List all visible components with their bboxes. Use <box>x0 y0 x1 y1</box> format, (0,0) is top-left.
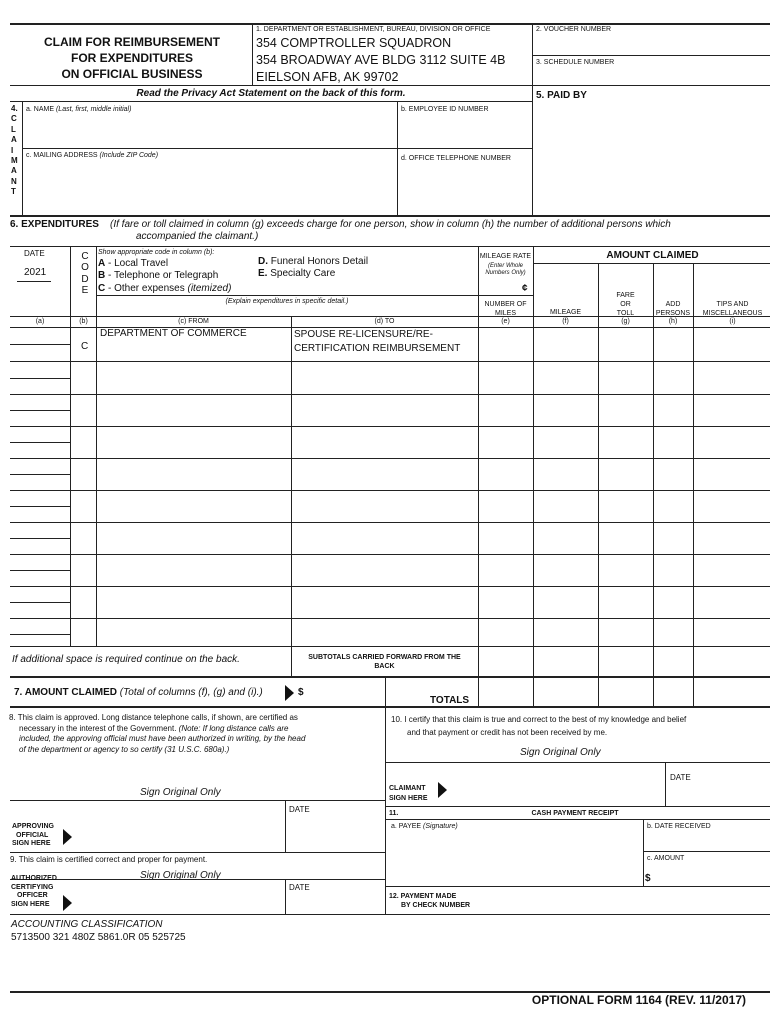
table-row-line <box>10 646 770 647</box>
code-text: - Local Travel <box>105 258 169 269</box>
employee-id-label: b. EMPLOYEE ID NUMBER <box>401 106 489 113</box>
code-key: D. <box>258 256 268 267</box>
mailing-address-label-text: c. MAILING ADDRESS <box>26 152 98 159</box>
approving-date-label: DATE <box>289 805 310 814</box>
divider <box>10 246 770 247</box>
divider <box>385 806 770 807</box>
code-key: E. <box>258 268 268 280</box>
certifying-date-field[interactable] <box>289 893 381 913</box>
code-text: Funeral Honors Detail <box>268 256 369 267</box>
col-d-letter: (d) TO <box>374 318 395 325</box>
approving-sign-original: Sign Original Only <box>140 787 221 798</box>
subtotals-line: BACK <box>374 663 395 670</box>
subtotals-label <box>291 653 478 671</box>
form-title-line-1: CLAIM FOR REIMBURSEMENT <box>44 35 220 49</box>
table-row-line <box>10 506 70 507</box>
mailing-address-field[interactable] <box>26 162 391 212</box>
mileage-rate-label: MILEAGE RATE <box>479 253 532 260</box>
table-row-line <box>10 344 70 345</box>
table-row-line <box>10 602 70 603</box>
col-h-letter: (h) <box>668 318 678 325</box>
divider <box>10 101 532 102</box>
divider <box>291 316 292 646</box>
table-row-line <box>10 474 70 475</box>
divider <box>385 819 770 820</box>
arrow-right-icon <box>63 829 72 845</box>
divider <box>285 879 286 914</box>
table-row-line <box>10 586 770 587</box>
table-row-line <box>10 618 770 619</box>
col-i-letter: (i) <box>729 318 736 325</box>
table-row-line <box>10 554 770 555</box>
expenditures-note-line-2: accompanied the claimant.) <box>136 231 259 242</box>
department-address-field[interactable] <box>256 35 505 86</box>
claimant-cert-line: and that payment or credit has not been received by me. <box>407 727 608 737</box>
table-row-line <box>10 442 70 443</box>
certifying-line: OFFICER <box>17 892 48 899</box>
form-title <box>12 34 252 82</box>
explain-note: (Explain expenditures in specific detail.) <box>225 298 349 305</box>
mailing-address-hint: (Include ZIP Code) <box>99 152 159 159</box>
col-e-letter: (e) <box>501 318 510 325</box>
form-title-line-3: ON OFFICIAL BUSINESS <box>61 67 203 81</box>
cash-receipt-num: 11. <box>389 810 399 817</box>
approval-line: included, the approving official must have been authorized in writing, by the head <box>19 734 306 743</box>
divider <box>10 316 770 317</box>
date-received-label: b. DATE RECEIVED <box>647 823 711 830</box>
certifying-date-label: DATE <box>289 883 310 892</box>
claimant-letter: L <box>11 124 16 134</box>
arrow-right-icon <box>438 782 447 798</box>
approving-line: SIGN HERE <box>12 840 51 847</box>
certifying-signature-field[interactable] <box>80 885 280 913</box>
amount-dollar-sign: $ <box>298 687 304 698</box>
row-1-to-line-2: CERTIFICATION REIMBURSEMENT <box>294 343 461 354</box>
divider <box>532 85 533 215</box>
divider <box>10 914 770 915</box>
subtotals-line: SUBTOTALS CARRIED FORWARD FROM THE <box>308 654 461 661</box>
approval-statement <box>9 713 381 755</box>
divider <box>693 263 694 706</box>
cash-receipt-title: CASH PAYMENT RECEIPT <box>531 810 619 817</box>
fare-header-line: OR <box>620 301 631 308</box>
payment-check-line: BY CHECK NUMBER <box>401 902 471 909</box>
code-text: Specialty Care <box>267 268 336 280</box>
table-row-line <box>10 634 70 635</box>
divider <box>533 246 534 706</box>
code-key: A <box>98 258 106 269</box>
year-underline <box>17 281 51 282</box>
amount-claimed-hint: (Total of columns (f), (g) and (i).) <box>119 687 263 698</box>
claimant-sign-line: SIGN HERE <box>389 795 428 802</box>
divider <box>385 676 386 706</box>
code-item-b <box>98 270 231 282</box>
name-field[interactable] <box>26 116 391 144</box>
accounting-classification-value[interactable]: 5713500 321 480Z 5861.0R 05 525725 <box>11 932 186 943</box>
code-text: - Other expenses <box>105 282 188 294</box>
code-itemized: (itemized) <box>187 282 232 294</box>
divider <box>532 55 770 56</box>
claimant-sign-original: Sign Original Only <box>520 747 601 758</box>
certification-statement: 9. This claim is certified correct and proper for payment. <box>10 855 208 864</box>
col-f-letter: (f) <box>562 318 569 325</box>
approving-date-field[interactable] <box>289 815 381 849</box>
amount-label: c. AMOUNT <box>647 855 685 862</box>
totals-label: TOTALS <box>430 695 470 706</box>
code-hint: Show appropriate code in column (b): <box>98 249 215 256</box>
table-row-line <box>10 522 770 523</box>
fare-header-line: TOLL <box>616 310 635 317</box>
divider <box>10 706 770 708</box>
claimant-letter: A <box>11 166 17 176</box>
payee-signature-field[interactable] <box>391 833 639 883</box>
form-title-line-2: FOR EXPENDITURES <box>70 51 193 65</box>
table-row-line <box>10 490 770 491</box>
claimant-letter: N <box>11 176 17 186</box>
code-list-left <box>98 258 231 295</box>
arrow-right-icon <box>285 685 294 701</box>
divider <box>478 295 533 296</box>
table-row-line <box>10 394 770 395</box>
payment-check-label <box>389 892 470 910</box>
claimant-certification <box>391 714 769 739</box>
table-row-line <box>10 361 770 362</box>
divider <box>653 263 654 706</box>
approval-line: necessary in the interest of the Government. <box>19 723 177 733</box>
paid-by-field[interactable] <box>536 105 766 210</box>
col-c-letter: (c) FROM <box>178 318 209 325</box>
code-item-c <box>98 283 231 295</box>
miles-header-line: NUMBER OF <box>484 301 527 308</box>
table-row-line <box>10 410 70 411</box>
claimant-vertical-label <box>11 104 21 198</box>
approving-official-label <box>12 823 54 849</box>
claimant-date-label: DATE <box>670 773 691 782</box>
divider <box>10 85 770 86</box>
expenditures-note <box>110 219 770 243</box>
date-received-field[interactable] <box>647 833 768 849</box>
fare-toll-header <box>598 291 653 318</box>
cent-symbol: ¢ <box>522 283 528 294</box>
claimant-sign-line: CLAIMANT <box>389 785 426 792</box>
claimant-letter: C <box>11 114 17 124</box>
divider <box>643 851 770 852</box>
divider <box>10 215 770 217</box>
schedule-number-field[interactable] <box>536 68 766 84</box>
tips-header-line: TIPS AND <box>716 301 749 308</box>
payment-check-line: 12. PAYMENT MADE <box>389 893 457 900</box>
code-item-a <box>98 258 231 270</box>
certifying-officer-label <box>11 875 57 909</box>
certifying-line: CERTIFYING <box>11 883 54 891</box>
payee-label-text: a. PAYEE <box>391 823 422 830</box>
employee-id-field[interactable] <box>401 116 527 144</box>
claimant-letter: M <box>11 156 18 166</box>
amount-claimed-label <box>14 687 263 699</box>
tips-header-line: MISCELLANEOUS <box>702 310 763 317</box>
divider <box>532 23 533 85</box>
code-letter: C <box>81 251 89 262</box>
office-phone-field[interactable] <box>401 166 527 210</box>
claimant-signature-field[interactable] <box>455 770 660 804</box>
schedule-number-label: 3. SCHEDULE NUMBER <box>536 59 615 66</box>
amount-field[interactable] <box>656 866 768 884</box>
payee-label <box>391 823 458 831</box>
mileage-rate-field[interactable] <box>480 280 520 294</box>
claimant-date-field[interactable] <box>670 784 768 804</box>
amount-dollar: $ <box>645 873 651 884</box>
table-row-line <box>10 458 770 459</box>
code-column-header <box>76 251 94 297</box>
claimant-cert-line: 10. I certify that this claim is true and correct to the best of my knowledge and belief <box>391 715 687 724</box>
divider <box>478 246 479 706</box>
box1-label: 1. DEPARTMENT OR ESTABLISHMENT, BUREAU, DIVISION OR OFFICE <box>256 26 491 33</box>
claimant-letter: A <box>11 135 17 145</box>
name-label-text: a. NAME <box>26 106 55 113</box>
form-top-border <box>10 23 770 25</box>
code-key: B <box>98 270 106 282</box>
office-phone-label: d. OFFICE TELEPHONE NUMBER <box>401 155 511 162</box>
divider <box>96 295 478 296</box>
divider <box>285 800 286 852</box>
amount-claimed-label-text: 7. AMOUNT CLAIMED <box>14 687 117 698</box>
code-list-right <box>258 256 368 281</box>
fare-header-line: FARE <box>616 292 635 299</box>
col-g-letter: (g) <box>621 318 630 325</box>
divider <box>10 676 770 678</box>
divider <box>397 101 398 215</box>
accounting-classification-label: ACCOUNTING CLASSIFICATION <box>11 919 163 930</box>
claimant-sign-label <box>389 784 428 804</box>
paid-by-label: 5. PAID BY <box>536 90 587 101</box>
persons-header-line: PERSONS <box>655 310 691 317</box>
claimant-letter: I <box>11 145 14 155</box>
payee-hint: (Signature) <box>423 823 458 830</box>
divider <box>22 148 532 149</box>
privacy-act-note: Read the Privacy Act Statement on the back of this form. <box>136 88 406 99</box>
amount-claimed-field[interactable] <box>310 684 380 702</box>
name-label <box>26 106 131 114</box>
certifying-line: SIGN HERE <box>11 900 50 908</box>
col-a-letter: (a) <box>35 318 45 325</box>
voucher-number-label: 2. VOUCHER NUMBER <box>536 26 612 33</box>
divider <box>385 762 770 763</box>
certifying-sign-original: Sign Original Only <box>140 870 221 881</box>
table-row-line <box>10 426 770 427</box>
row-1-from[interactable]: DEPARTMENT OF COMMERCE <box>100 328 247 339</box>
mailing-address-label <box>26 152 158 160</box>
expenditures-note-line-1: (If fare or toll claimed in column (g) exceeds charge for one person, show in column (h) the number of additional persons which <box>110 219 671 230</box>
department-line-2: 354 BROADWAY AVE BLDG 3112 SUITE 4B <box>256 53 506 67</box>
approving-line: OFFICIAL <box>16 831 49 839</box>
claimant-num: 4. <box>11 104 18 113</box>
table-row-line <box>10 538 70 539</box>
approval-line: 8. This claim is approved. Long distance telephone calls, if shown, are certified as <box>9 713 298 722</box>
additional-space-note: If additional space is required continue on the back. <box>12 654 240 665</box>
table-row-line <box>10 378 70 379</box>
year-value: 2021 <box>24 267 47 278</box>
code-text: - Telephone or Telegraph <box>105 270 219 282</box>
date-column-header: DATE <box>24 249 45 258</box>
mileage-header: MILEAGE <box>549 309 582 316</box>
row-1-code[interactable]: C <box>81 341 89 352</box>
miles-header-line: MILES <box>494 310 516 317</box>
divider <box>385 886 770 887</box>
divider <box>252 23 253 85</box>
row-1-to[interactable] <box>294 328 476 356</box>
certifying-line: AUTHORIZED <box>11 875 57 882</box>
expenditures-heading: 6. EXPENDITURES <box>10 219 99 230</box>
amount-claimed-header: AMOUNT CLAIMED <box>606 250 699 261</box>
divider <box>643 819 644 886</box>
divider <box>10 800 386 801</box>
col-b-letter: (b) <box>79 318 88 325</box>
code-letter: O <box>81 262 89 274</box>
department-line-3: EIELSON AFB, AK 99702 <box>256 70 399 84</box>
voucher-number-field[interactable] <box>536 34 766 54</box>
table-row-line <box>10 570 70 571</box>
divider <box>10 879 386 880</box>
check-number-field[interactable] <box>490 890 768 912</box>
divider <box>598 263 599 706</box>
code-letter: E <box>81 285 89 297</box>
divider <box>22 101 23 215</box>
name-label-hint: (Last, first, middle initial) <box>55 106 132 113</box>
divider <box>533 263 770 264</box>
approval-line: of the department or agency to so certify (31 U.S.C. 680a).) <box>19 744 230 754</box>
row-1-to-line-1: SPOUSE RE-LICENSURE/RE- <box>294 329 433 340</box>
code-key: C <box>98 282 106 294</box>
approving-line: APPROVING <box>12 823 55 830</box>
approving-signature-field[interactable] <box>80 815 280 849</box>
code-item-e <box>258 268 368 280</box>
mileage-rate-hint: (Enter Whole Numbers Only) <box>485 263 526 276</box>
form-footer-id: OPTIONAL FORM 1164 (REV. 11/2017) <box>531 993 746 1007</box>
divider <box>665 762 666 806</box>
code-letter: D <box>81 273 89 285</box>
approval-note: (Note: If long distance calls are <box>178 723 289 733</box>
claimant-letter: T <box>11 187 16 197</box>
department-line-1: 354 COMPTROLLER SQUADRON <box>256 36 452 50</box>
code-item-d <box>258 256 368 268</box>
persons-header-line: ADD <box>665 301 681 308</box>
arrow-right-icon <box>63 895 72 911</box>
divider <box>10 852 386 853</box>
